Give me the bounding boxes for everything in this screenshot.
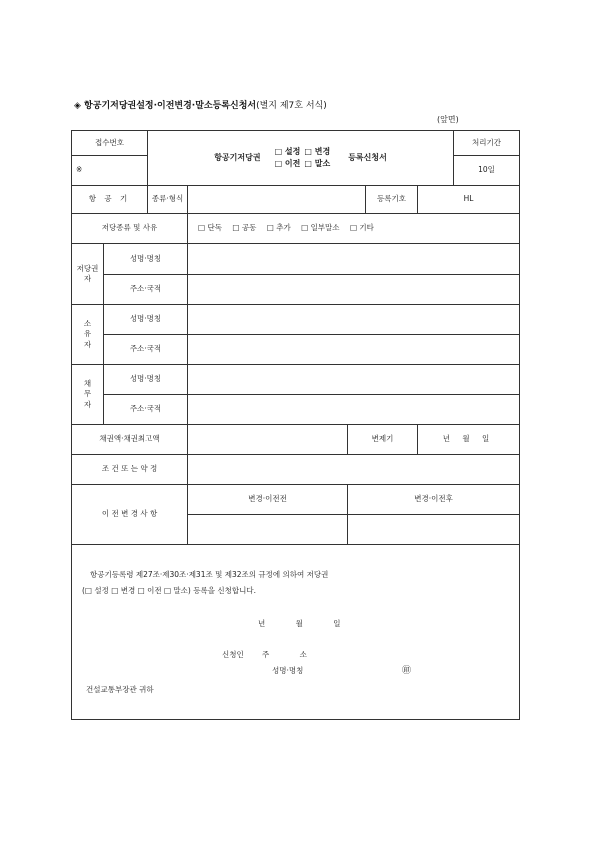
header-right-text: 등록신청서 (348, 153, 387, 163)
applicant-label: 신청인 (222, 650, 244, 659)
owner-name-field[interactable] (188, 305, 520, 335)
debtor-label (72, 365, 104, 425)
condition-label: 조 건 또 는 약 정 (72, 455, 188, 485)
debtor-name-label: 성명·명칭 (104, 365, 188, 395)
declaration-date: 년 월 일 (258, 619, 355, 628)
mortgagee-name-field[interactable] (188, 244, 520, 275)
owner-label-line: 유 (83, 329, 92, 339)
aircraft-label: 항 공 기 (72, 186, 148, 214)
applicant-address-label: 주 소 (262, 650, 321, 659)
mortgagee-label (72, 244, 104, 305)
form-title-main: ◈ 항공기저당권설정·이전변경·말소등록신청서 (74, 101, 257, 111)
mortgage-type-label: 저당종류 및 사유 (72, 214, 188, 244)
registration-type-options (275, 146, 335, 171)
type-joint-checkbox[interactable]: □ 공동 (232, 223, 257, 233)
option-cancel-checkbox[interactable]: □ 말소 (304, 159, 331, 168)
option-change-checkbox[interactable]: □ 변경 (304, 146, 331, 156)
processing-period-value: 10일 (454, 156, 520, 186)
form-title (74, 98, 327, 111)
registration-mark-label: 등록기호 (366, 186, 418, 214)
type-other-checkbox[interactable]: □ 기타 (349, 223, 374, 233)
recipient-line: 건설교통부장관 귀하 (86, 685, 154, 694)
debtor-address-label: 주소·국적 (104, 395, 188, 425)
owner-name-label: 성명·명칭 (104, 305, 188, 335)
transfer-items-label: 이 전 변 경 사 항 (72, 485, 188, 545)
claim-amount-label: 채권액·채권최고액 (72, 425, 188, 455)
mortgagee-address-label: 주소·국적 (104, 275, 188, 305)
declaration-section (72, 545, 520, 720)
debtor-name-field[interactable] (188, 365, 520, 395)
debtor-address-field[interactable] (188, 395, 520, 425)
mortgagee-address-field[interactable] (188, 275, 520, 305)
mortgagee-name-label: 성명·명칭 (104, 244, 188, 275)
after-change-label: 변경·이전후 (348, 485, 520, 515)
before-change-field[interactable] (188, 515, 348, 545)
header-left-text: 항공기저당권 (214, 153, 261, 163)
receipt-number-field[interactable] (72, 156, 148, 186)
debtor-label-line: 채 (83, 378, 92, 388)
type-sole-checkbox[interactable]: □ 단독 (198, 223, 222, 233)
seal-mark: ㊞ (402, 666, 412, 676)
debtor-label-line: 무 (83, 389, 92, 399)
condition-field[interactable] (188, 455, 520, 485)
declaration-line-2: (□ 설정 □ 변경 □ 이전 □ 말소) 등록을 신청합니다. (82, 586, 256, 595)
registration-form-table (71, 130, 520, 720)
debtor-label-line: 자 (83, 399, 92, 409)
owner-label-line: 소 (83, 318, 92, 328)
option-transfer-checkbox[interactable]: □ 이전 (274, 159, 301, 168)
claim-amount-field[interactable] (188, 425, 348, 455)
owner-label (72, 305, 104, 365)
form-title-suffix: (별지 제7호 서식) (256, 101, 327, 111)
option-setup-checkbox[interactable]: □ 설정 (274, 146, 301, 156)
registration-mark-field[interactable]: HL (418, 186, 520, 214)
due-date-field[interactable]: 년 월 일 (418, 425, 520, 455)
after-change-field[interactable] (348, 515, 520, 545)
page-side-note: (앞면) (437, 115, 459, 124)
owner-address-label: 주소·국적 (104, 335, 188, 365)
receipt-mark: ※ (76, 165, 83, 175)
declaration-line-1: 항공기등록령 제27조·제30조·제31조 및 제32조의 규정에 의하여 저당권 (90, 570, 329, 579)
before-change-label: 변경·이전전 (188, 485, 348, 515)
receipt-number-label: 접수번호 (72, 131, 148, 156)
type-model-label: 종류·형식 (148, 186, 188, 214)
mortgage-type-options (188, 214, 520, 244)
owner-label-line: 자 (83, 339, 92, 349)
due-date-label: 변제기 (348, 425, 418, 455)
applicant-name-label: 성명·명칭 (272, 666, 304, 675)
owner-address-field[interactable] (188, 335, 520, 365)
type-additional-checkbox[interactable]: □ 추가 (266, 223, 291, 233)
type-partial-cancel-checkbox[interactable]: □ 일부말소 (301, 223, 340, 233)
mortgagee-label-line: 저당권 (76, 263, 99, 273)
mortgagee-label-line: 자 (83, 274, 92, 283)
type-model-field[interactable] (188, 186, 366, 214)
processing-period-label: 처리기간 (454, 131, 520, 156)
form-header (148, 131, 454, 186)
